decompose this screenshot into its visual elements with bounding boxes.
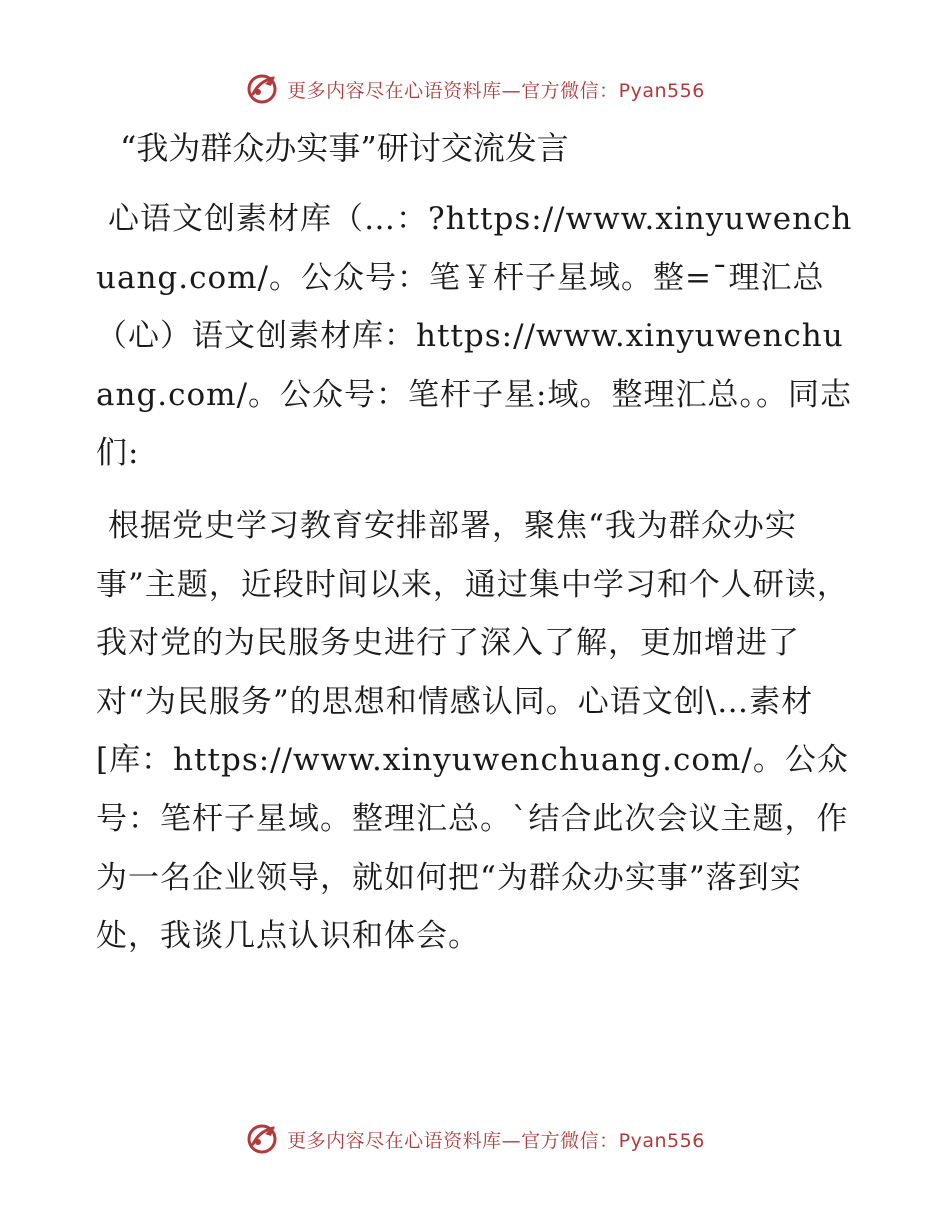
paragraph-1-text: 心语文创素材库（…：?https://www.xinyuwenchuang.com/。公众号：笔￥杆子星域。整=¯理汇总（心）语文创素材库：https://www.xinyuwenchuang.com/。公众号：笔杆子星:域。整理汇总。。同志们: <box>96 201 853 472</box>
document-body <box>96 122 854 980</box>
pen-swirl-logo-icon <box>245 72 279 106</box>
document-title: “我为群众办实事”研讨交流发言 <box>120 129 569 167</box>
pen-swirl-logo-icon <box>245 1122 279 1156</box>
paragraph-2-text: 根据党史学习教育安排部署，聚焦“我为群众办实事”主题，近段时间以来，通过集中学习和个人研读，我对党的为民服务史进行了深入了解，更加增进了对“为民服务”的思想和情感认同。心语文创\…素材[库：https://www.xinyuwenchuang.com/。公众号：笔杆子星域。整理汇总。`结合此次会议主题，作为一名企业领导，就如何把“为群众办实事”落到实处，我谈几点认识和体会。 <box>96 507 849 955</box>
footer-banner-text: 更多内容尽在心语资料库—官方微信：Pyan556 <box>287 1129 705 1152</box>
paragraph-2 <box>96 497 854 966</box>
header-banner-text: 更多内容尽在心语资料库—官方微信：Pyan556 <box>287 79 705 102</box>
footer-banner <box>0 1122 950 1156</box>
paragraph-1 <box>96 190 854 483</box>
header-banner <box>0 72 950 106</box>
